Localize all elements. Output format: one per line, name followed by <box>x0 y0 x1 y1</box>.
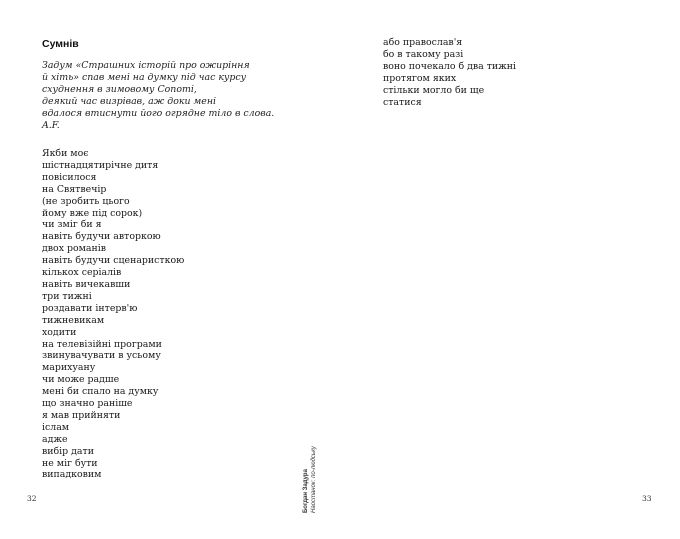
poem-line: іслам <box>42 421 70 433</box>
poem-title: Сумнів <box>42 38 79 50</box>
poem-line: роздавати інтерв'ю <box>42 302 138 314</box>
poem-line: воно почекало б два тижні <box>383 60 517 72</box>
poem-line: бо в такому разі <box>383 48 464 60</box>
poem-line: адже <box>42 433 68 445</box>
epigraph <box>42 60 274 131</box>
epigraph-line: й хіть» спав мені на думку під час курсу <box>42 71 247 83</box>
epigraph-line: схуднення в зимовому Сопоті, <box>42 83 197 95</box>
poem-line: шістнадцятирічне дитя <box>42 159 159 171</box>
page-number-right: 33 <box>642 494 652 503</box>
poem-line: кількох серіалів <box>42 267 122 279</box>
poem-line: вибір дати <box>42 445 94 457</box>
running-header-vertical <box>303 446 323 513</box>
poem-line: йому вже під сорок) <box>42 207 143 219</box>
poem-line: навіть будучи сценаристкою <box>42 255 185 267</box>
epigraph-signature: A.F. <box>42 119 60 131</box>
poem-line: двох романів <box>42 243 107 255</box>
poem-line: що значно раніше <box>42 398 133 410</box>
poem-line: Якби моє <box>42 148 89 159</box>
poem-line: на Святвечір <box>42 183 107 195</box>
poem-line: на телевізійні програми <box>42 338 162 350</box>
poem-line: тижневикам <box>42 314 105 326</box>
poem-line: не міг бути <box>42 457 98 469</box>
poem-line: я мав прийняти <box>42 409 121 421</box>
poem-line: мені би спало на думку <box>42 386 159 398</box>
epigraph-line: Задум «Страшних історій про ожиріння <box>42 60 250 71</box>
poem-line: стільки могло би ще <box>383 84 485 96</box>
epigraph-line: деякий час визрівав, аж доки мені <box>42 95 216 107</box>
poem-line: чи може радше <box>42 374 120 386</box>
running-header-author: Богдан Задура <box>303 469 309 513</box>
poem-line: (не зробить цього <box>42 195 130 207</box>
poem-line: випадковим <box>42 469 102 481</box>
poem-line: навіть будучи авторкою <box>42 231 161 243</box>
poem-line: навіть вичекавши <box>42 278 131 290</box>
epigraph-line: вдалося втиснути його огрядне тіло в слова. <box>42 107 275 119</box>
poem-body <box>42 148 184 481</box>
poem-line: марихуану <box>42 362 96 374</box>
right-page <box>340 0 680 539</box>
poem-line: статися <box>383 96 422 108</box>
page-number-left: 32 <box>27 494 37 503</box>
poem-line: або православ'я <box>383 37 463 48</box>
poem-line: повісилося <box>42 171 97 183</box>
poem-line: протягом яких <box>383 72 457 84</box>
poem-continuation <box>383 37 516 108</box>
poem-line: ходити <box>42 326 77 338</box>
poem-line: три тижні <box>42 290 92 302</box>
poem-line: чи зміг би я <box>42 219 102 231</box>
poem-line: звинувачувати в усьому <box>42 350 161 362</box>
running-header-work: Наостанок: по-людську <box>310 446 317 513</box>
